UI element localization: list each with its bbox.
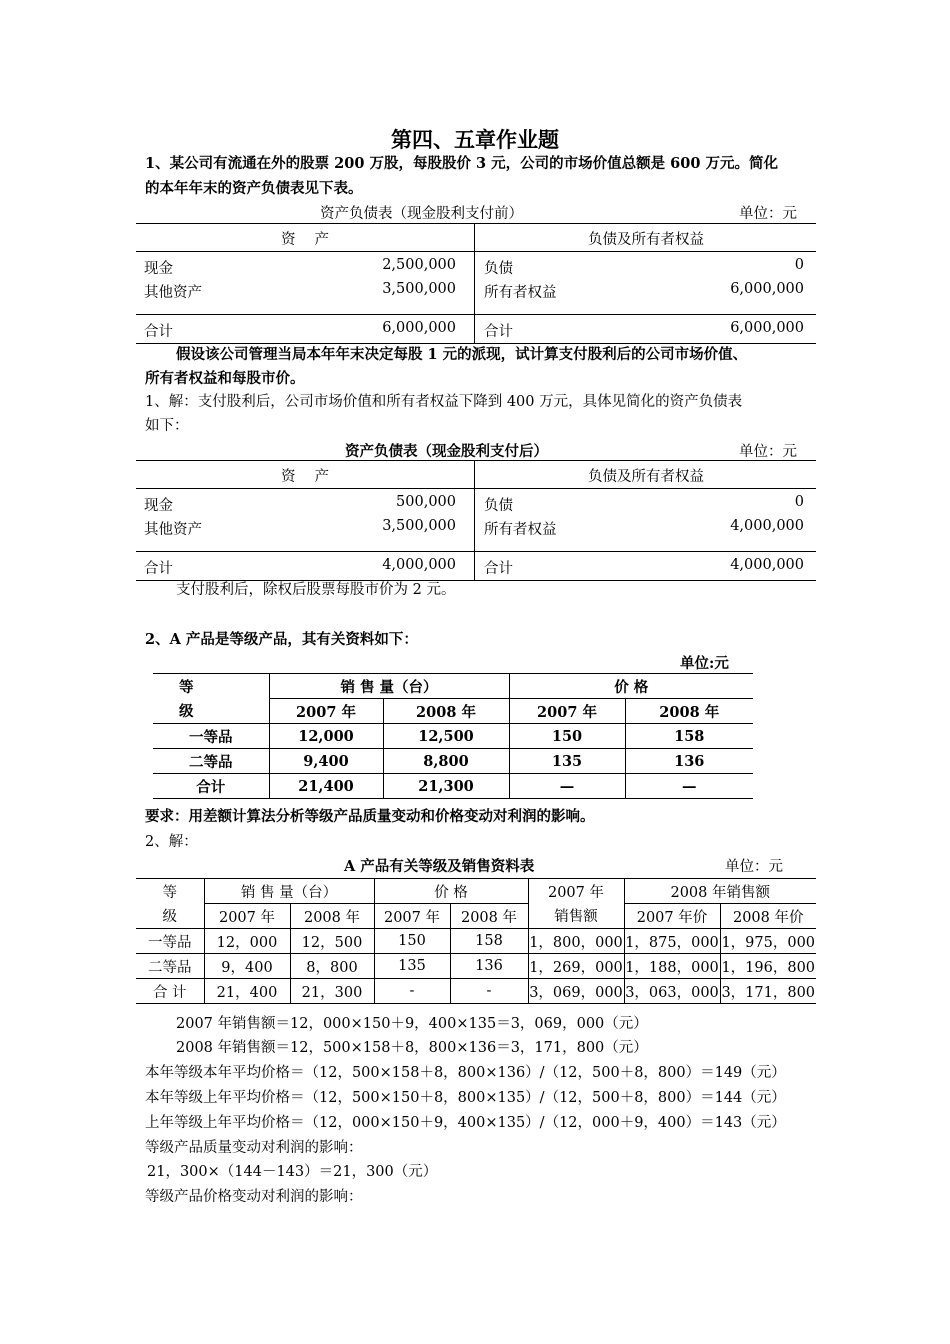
- q1-solution-line-1: 1、解：支付股利后，公司市场价值和所有者权益下降到 400 万元，具体见简化的资产负债表: [145, 394, 743, 410]
- t2-cell: 12，500: [290, 929, 374, 954]
- t1-cell: 21,400: [269, 774, 383, 799]
- bs-after-row-label: 负债: [484, 498, 513, 514]
- t2-cell: 3，171，800: [720, 979, 816, 1004]
- calc-line: 本年等级本年平均价格＝（12，500×158＋8，800×136）/（12，500＋8，800）＝149（元）: [145, 1065, 786, 1081]
- t2-grade-cell: 合 计: [136, 979, 204, 1004]
- t2-cell: 150: [374, 929, 450, 954]
- bs-before-row-label: 负债: [484, 261, 513, 277]
- calc-line: 等级产品价格变动对利润的影响：: [145, 1189, 363, 1205]
- t2-year-header: 2007 年: [204, 904, 290, 929]
- bs-after-row-label: 现金: [144, 498, 173, 514]
- q2-solution-label: 2、解：: [145, 834, 198, 850]
- balance-sheet-before: [136, 223, 816, 344]
- bs-before-liabilities-header: 负债及所有者权益: [588, 232, 704, 248]
- page-title: 第四、五章作业题: [391, 127, 559, 152]
- bs-after-row-value: 500,000: [396, 494, 456, 510]
- t2-price-year-header: 2007 年价: [624, 904, 720, 929]
- t2-price-year-header: 2008 年价: [720, 904, 816, 929]
- t2-grade-header-bottom: 级: [136, 904, 204, 929]
- grade-data-table: [153, 673, 753, 799]
- q1-line-1: 1、某公司有流通在外的股票 200 万股，每股股价 3 元，公司的市场价值总额是 600 万元。简化: [145, 155, 778, 172]
- t1-cell: 158: [625, 724, 753, 749]
- t2-cell: -: [374, 979, 450, 1004]
- bs-before-total-label: 合计: [144, 324, 173, 340]
- sales-data-table: [136, 878, 816, 1004]
- t2-cell: 1，800，000: [528, 929, 624, 954]
- t2-2008-sales-header: 2008 年销售额: [624, 879, 816, 904]
- t1-cell: 21,300: [383, 774, 509, 799]
- table-row: [153, 774, 753, 799]
- calc-line: 上年等级上年平均价格＝（12，000×150＋9，400×135）/（12，000＋9，400）＝143（元）: [145, 1115, 786, 1131]
- t1-year-header: 2008 年: [383, 699, 509, 724]
- t2-year-header: 2007 年: [374, 904, 450, 929]
- table-row: [153, 724, 753, 749]
- t2-cell: 9，400: [204, 954, 290, 979]
- t1-cell: 136: [625, 749, 753, 774]
- q1-assumption-line-1: 假设该公司管理当局本年年末决定每股 1 元的派现，试计算支付股利后的公司市场价值、: [176, 346, 748, 363]
- calc-line: 等级产品质量变动对利润的影响：: [145, 1140, 363, 1156]
- t2-cell: 3，063，000: [624, 979, 720, 1004]
- t2-cell: 21，400: [204, 979, 290, 1004]
- table-row: [136, 979, 816, 1004]
- t1-cell: 8,800: [383, 749, 509, 774]
- table-row: [136, 929, 816, 954]
- t1-year-header: 2008 年: [625, 699, 753, 724]
- bs-before-row-value: 3,500,000: [382, 281, 456, 297]
- t2-year-header: 2008 年: [450, 904, 528, 929]
- bs-before-row-label: 现金: [144, 261, 173, 277]
- balance-sheet-before-unit: 单位：元: [739, 206, 797, 222]
- balance-sheet-after-unit: 单位：元: [739, 444, 797, 460]
- t2-year-header: 2008 年: [290, 904, 374, 929]
- t2-cell: 3，069，000: [528, 979, 624, 1004]
- bs-before-row-label: 所有者权益: [484, 285, 557, 301]
- bs-after-liabilities-header: 负债及所有者权益: [588, 469, 704, 485]
- calc-line: 21，300×（144－143）＝21，300（元）: [147, 1164, 438, 1180]
- q1-solution-line-2: 如下：: [145, 418, 189, 434]
- calc-line: 2007 年销售额＝12，000×150＋9，400×135＝3，069，000（元）: [176, 1016, 648, 1032]
- bs-before-total-label: 合计: [484, 324, 513, 340]
- bs-before-assets-header: 资 产: [280, 232, 330, 248]
- bs-after-total-label: 合计: [144, 561, 173, 577]
- t2-cell: 136: [450, 954, 528, 979]
- bs-before-row-value: 0: [794, 257, 804, 273]
- t1-grade-header-top: 等: [153, 674, 269, 699]
- q2-requirement: 要求：用差额计算法分析等级产品质量变动和价格变动对利润的影响。: [145, 808, 595, 825]
- bs-after-row-value: 4,000,000: [730, 518, 804, 534]
- t1-year-header: 2007 年: [509, 699, 625, 724]
- calc-line: 本年等级上年平均价格＝（12，500×150＋8，800×135）/（12，500＋8，800）＝144（元）: [145, 1090, 786, 1106]
- calc-line: 2008 年销售额＝12，500×158＋8，800×136＝3，171，800（元）: [176, 1040, 648, 1056]
- bs-before-row-value: 2,500,000: [382, 257, 456, 273]
- t2-2007-sales-header-top: 2007 年: [528, 879, 624, 904]
- t2-2007-sales-header-bottom: 销售额: [528, 904, 624, 929]
- t2-sales-header: 销 售 量（台）: [204, 879, 374, 904]
- q1-after-note: 支付股利后，除权后股票每股市价为 2 元。: [176, 582, 456, 598]
- t2-cell: 8，800: [290, 954, 374, 979]
- bs-after-row-value: 3,500,000: [382, 518, 456, 534]
- t2-cell: 12，000: [204, 929, 290, 954]
- t1-grade-cell: 一等品: [153, 724, 269, 749]
- t2-cell: 1，975，000: [720, 929, 816, 954]
- bs-before-row-label: 其他资产: [144, 285, 202, 301]
- t2-cell: 1，875，000: [624, 929, 720, 954]
- bs-after-assets-header: 资 产: [280, 469, 330, 485]
- t2-grade-cell: 二等品: [136, 954, 204, 979]
- table-row: [153, 749, 753, 774]
- t1-grade-cell: 合计: [153, 774, 269, 799]
- t1-cell: 9,400: [269, 749, 383, 774]
- balance-sheet-before-caption: 资产负债表（现金股利支付前）: [320, 206, 523, 222]
- t1-grade-cell: 二等品: [153, 749, 269, 774]
- t1-cell: 12,000: [269, 724, 383, 749]
- t2-price-header: 价 格: [374, 879, 528, 904]
- t2-grade-header-top: 等: [136, 879, 204, 904]
- t1-grade-header-bottom: 级: [153, 699, 269, 724]
- balance-sheet-after-caption: 资产负债表（现金股利支付后）: [345, 443, 548, 460]
- q1-assumption-line-2: 所有者权益和每股市价。: [145, 370, 305, 387]
- t1-year-header: 2007 年: [269, 699, 383, 724]
- t1-cell: 135: [509, 749, 625, 774]
- bs-before-total-value: 6,000,000: [730, 320, 804, 336]
- bs-after-total-value: 4,000,000: [382, 557, 456, 573]
- bs-after-row-label: 其他资产: [144, 522, 202, 538]
- bs-after-total-label: 合计: [484, 561, 513, 577]
- bs-after-row-label: 所有者权益: [484, 522, 557, 538]
- t2-cell: 1，269，000: [528, 954, 624, 979]
- q2-line-1: 2、A 产品是等级产品，其有关资料如下：: [145, 631, 418, 648]
- t1-cell: 12,500: [383, 724, 509, 749]
- t1-cell: 150: [509, 724, 625, 749]
- t1-cell: —: [509, 774, 625, 799]
- q2-unit: 单位:元: [680, 655, 729, 672]
- t2-cell: 1，196，800: [720, 954, 816, 979]
- sales-table-unit: 单位：元: [725, 859, 783, 875]
- t1-cell: —: [625, 774, 753, 799]
- bs-after-row-value: 0: [794, 494, 804, 510]
- t2-cell: 135: [374, 954, 450, 979]
- bs-before-row-value: 6,000,000: [730, 281, 804, 297]
- t2-grade-cell: 一等品: [136, 929, 204, 954]
- t1-sales-header: 销 售 量（台）: [269, 674, 509, 699]
- t2-cell: 158: [450, 929, 528, 954]
- bs-after-total-value: 4,000,000: [730, 557, 804, 573]
- t2-cell: 21，300: [290, 979, 374, 1004]
- table-row: [136, 954, 816, 979]
- t2-cell: -: [450, 979, 528, 1004]
- balance-sheet-after: [136, 460, 816, 581]
- t1-price-header: 价 格: [509, 674, 753, 699]
- sales-table-caption: A 产品有关等级及销售资料表: [344, 858, 535, 875]
- t2-cell: 1，188，000: [624, 954, 720, 979]
- bs-before-total-value: 6,000,000: [382, 320, 456, 336]
- q1-line-2: 的本年年末的资产负债表见下表。: [145, 180, 363, 197]
